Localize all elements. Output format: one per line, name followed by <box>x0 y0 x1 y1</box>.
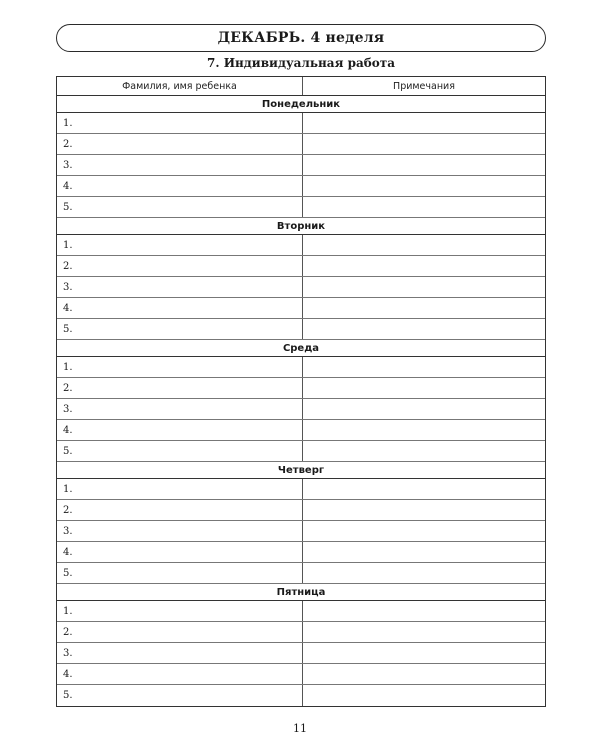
table-row <box>57 542 545 563</box>
table-row <box>57 113 545 134</box>
notes-cell[interactable] <box>303 601 545 621</box>
notes-cell[interactable] <box>303 176 545 196</box>
table-row <box>57 622 545 643</box>
name-cell[interactable]: 2. <box>57 256 303 276</box>
notes-cell[interactable] <box>303 420 545 440</box>
table-row <box>57 399 545 420</box>
name-cell[interactable]: 4. <box>57 542 303 562</box>
table-row <box>57 277 545 298</box>
name-cell[interactable]: 3. <box>57 643 303 663</box>
name-cell[interactable]: 4. <box>57 664 303 684</box>
name-cell[interactable]: 4. <box>57 176 303 196</box>
name-cell[interactable]: 3. <box>57 521 303 541</box>
table-row <box>57 500 545 521</box>
table-row <box>57 134 545 155</box>
page-number: 11 <box>293 722 307 735</box>
notes-cell[interactable] <box>303 134 545 154</box>
page-title: ДЕКАБРЬ. 4 неделя <box>217 30 385 46</box>
table-row <box>57 357 545 378</box>
table-row <box>57 601 545 622</box>
day-row <box>57 584 545 601</box>
work-table <box>56 76 546 707</box>
notes-cell[interactable] <box>303 378 545 398</box>
notes-cell[interactable] <box>303 441 545 461</box>
section-title: 7. Индивидуальная работа <box>206 56 395 70</box>
table-row <box>57 197 545 218</box>
name-cell[interactable]: 4. <box>57 420 303 440</box>
table-row <box>57 298 545 319</box>
notes-cell[interactable] <box>303 685 545 706</box>
notes-cell[interactable] <box>303 563 545 583</box>
name-cell[interactable]: 2. <box>57 134 303 154</box>
name-cell[interactable]: 2. <box>57 500 303 520</box>
notes-cell[interactable] <box>303 521 545 541</box>
table-row <box>57 521 545 542</box>
name-cell[interactable]: 1. <box>57 479 303 499</box>
notes-cell[interactable] <box>303 500 545 520</box>
name-cell[interactable]: 5. <box>57 685 303 706</box>
notes-cell[interactable] <box>303 319 545 339</box>
table-row <box>57 643 545 664</box>
day-label: Вторник <box>276 220 326 232</box>
table-row <box>57 441 545 462</box>
notes-cell[interactable] <box>303 357 545 377</box>
table-row <box>57 420 545 441</box>
name-cell[interactable]: 1. <box>57 235 303 255</box>
table-row <box>57 563 545 584</box>
column-header-notes: Примечания <box>393 80 455 92</box>
day-label: Четверг <box>277 464 325 476</box>
name-cell[interactable]: 4. <box>57 298 303 318</box>
table-row <box>57 685 545 706</box>
day-label: Понедельник <box>261 98 341 110</box>
notes-cell[interactable] <box>303 622 545 642</box>
name-cell[interactable]: 5. <box>57 563 303 583</box>
name-cell[interactable]: 3. <box>57 277 303 297</box>
name-cell[interactable]: 1. <box>57 601 303 621</box>
table-row <box>57 155 545 176</box>
notes-cell[interactable] <box>303 479 545 499</box>
name-cell[interactable]: 2. <box>57 622 303 642</box>
table-row <box>57 664 545 685</box>
name-cell[interactable]: 2. <box>57 378 303 398</box>
day-label: Пятница <box>276 586 326 598</box>
name-cell[interactable]: 5. <box>57 197 303 217</box>
notes-cell[interactable] <box>303 643 545 663</box>
notes-cell[interactable] <box>303 542 545 562</box>
notes-cell[interactable] <box>303 664 545 684</box>
notes-cell[interactable] <box>303 197 545 217</box>
table-header-row <box>57 77 545 96</box>
name-cell[interactable]: 3. <box>57 155 303 175</box>
notes-cell[interactable] <box>303 298 545 318</box>
day-row <box>57 462 545 479</box>
name-cell[interactable]: 5. <box>57 319 303 339</box>
notes-cell[interactable] <box>303 155 545 175</box>
notes-cell[interactable] <box>303 113 545 133</box>
name-cell[interactable]: 5. <box>57 441 303 461</box>
header-box <box>56 24 546 52</box>
notes-cell[interactable] <box>303 235 545 255</box>
column-header-name: Фамилия, имя ребенка <box>57 77 303 95</box>
table-row <box>57 235 545 256</box>
notes-cell[interactable] <box>303 256 545 276</box>
day-blocks <box>57 96 545 706</box>
day-label: Среда <box>282 342 320 354</box>
name-cell[interactable]: 3. <box>57 399 303 419</box>
notes-cell[interactable] <box>303 399 545 419</box>
day-row <box>57 96 545 113</box>
notes-cell[interactable] <box>303 277 545 297</box>
table-row <box>57 378 545 399</box>
table-row <box>57 319 545 340</box>
name-cell[interactable]: 1. <box>57 357 303 377</box>
table-row <box>57 176 545 197</box>
table-row <box>57 256 545 277</box>
day-row <box>57 340 545 357</box>
table-row <box>57 479 545 500</box>
name-cell[interactable]: 1. <box>57 113 303 133</box>
day-row <box>57 218 545 235</box>
